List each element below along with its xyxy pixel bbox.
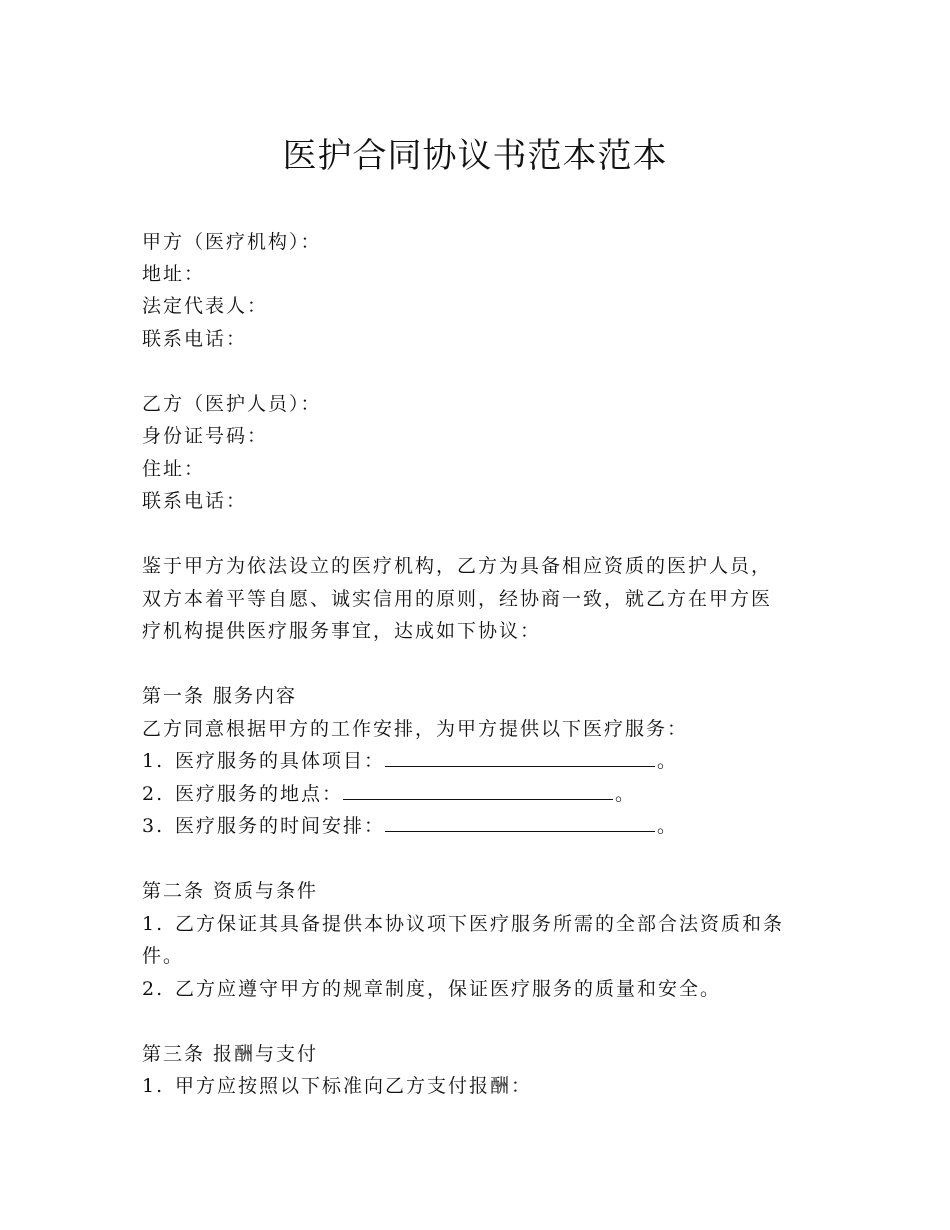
article2-item-2 (142, 975, 721, 1003)
party-a-address-label: 地址： (142, 263, 206, 285)
article1-heading: 第一条 服务内容 (142, 685, 298, 707)
item-number: 3. (142, 815, 165, 837)
fill-in-blank (343, 781, 613, 800)
fill-in-blank (385, 748, 655, 767)
article1-item-1 (142, 747, 678, 775)
article3-item-1 (142, 1072, 532, 1100)
article1-item-3 (142, 812, 678, 840)
article2-heading: 第二条 资质与条件 (142, 880, 319, 902)
item-text: 乙方保证其具备提供本协议项下医疗服务所需的全部合法资质和条 (175, 913, 785, 935)
preamble-line: 疗机构提供医疗服务事宜，达成如下协议： (142, 620, 542, 642)
party-a-name-label: 甲方（医疗机构）： (142, 231, 322, 253)
article1-intro: 乙方同意根据甲方的工作安排，为甲方提供以下医疗服务： (142, 718, 689, 740)
party-b-name-label: 乙方（医护人员）： (142, 393, 322, 415)
item-label: 医疗服务的具体项目： (175, 750, 386, 772)
article1-item-2 (142, 780, 636, 808)
article3-heading: 第三条 报酬与支付 (142, 1043, 319, 1065)
item-end: 。 (657, 750, 679, 772)
article2-item-1 (142, 910, 784, 938)
party-b-address-label: 住址： (142, 458, 206, 480)
party-a-representative-label: 法定代表人： (142, 295, 269, 317)
item-text: 乙方应遵守甲方的规章制度，保证医疗服务的质量和安全。 (175, 978, 722, 1000)
item-number: 2. (142, 978, 165, 1000)
item-number: 1. (142, 750, 165, 772)
party-a-phone-label: 联系电话： (142, 328, 248, 350)
preamble-line: 鉴于甲方为依法设立的医疗机构，乙方为具备相应资质的医护人员， (142, 555, 773, 577)
item-number: 2. (142, 783, 165, 805)
item-label: 医疗服务的地点： (175, 783, 344, 805)
item-label: 医疗服务的时间安排： (175, 815, 386, 837)
article2-item-1-continued: 件。 (142, 945, 185, 967)
item-end: 。 (615, 783, 637, 805)
document-title: 医护合同协议书范本范本 (282, 136, 668, 176)
item-text: 甲方应按照以下标准向乙方支付报酬： (175, 1075, 533, 1097)
item-number: 1. (142, 1075, 165, 1097)
preamble-line: 双方本着平等自愿、诚实信用的原则，经协商一致，就乙方在甲方医 (142, 588, 773, 610)
fill-in-blank (385, 813, 655, 832)
item-number: 1. (142, 913, 165, 935)
item-end: 。 (657, 815, 679, 837)
party-b-id-label: 身份证号码： (142, 425, 269, 447)
party-b-phone-label: 联系电话： (142, 490, 248, 512)
